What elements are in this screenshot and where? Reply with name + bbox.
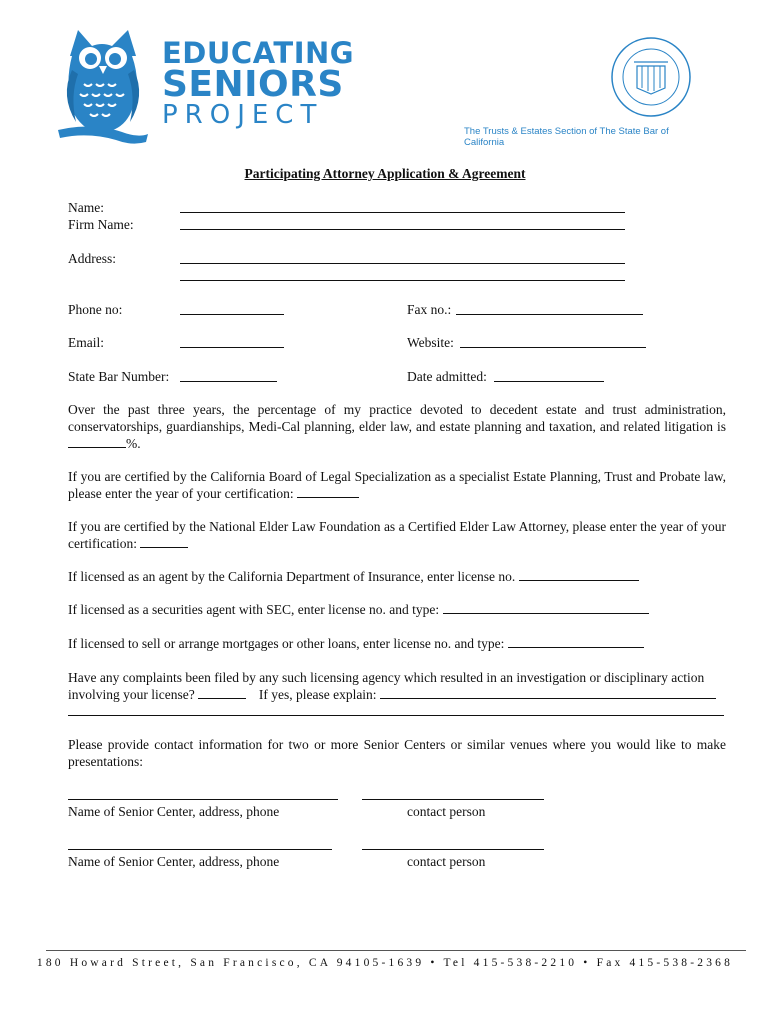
insurance-license-row — [68, 568, 639, 585]
name-label: Name: — [68, 200, 104, 215]
website-label: Website: — [407, 335, 454, 350]
address-label: Address: — [68, 251, 116, 266]
senior-center-1-field[interactable] — [68, 799, 338, 800]
complaints-line-2 — [68, 686, 716, 703]
seal-tagline: The Trusts & Estates Section of The State Bar of California — [464, 126, 669, 148]
nelf-certification-year-field[interactable] — [140, 535, 188, 548]
complaints-explain-field[interactable] — [380, 686, 716, 699]
complaints-explain-text: If yes, please explain: — [258, 687, 377, 702]
fax-field[interactable] — [456, 314, 643, 315]
logo-line-project: PROJECT — [162, 100, 324, 130]
insurance-license-field[interactable] — [519, 568, 639, 581]
complaints-line-1: Have any complaints been filed by any such licensing agency which resulted in an investigation or disciplinary action — [68, 670, 705, 685]
practice-percentage-paragraph — [68, 401, 726, 452]
cbls-certification-text: If you are certified by the California Board of Legal Specialization as a specialist Estate Planning, Trust and Probate law, please enter the year of your certification: — [68, 469, 726, 501]
logo-line-educating: EDUCATING — [162, 36, 355, 70]
sec-license-row — [68, 601, 649, 618]
website-field[interactable] — [460, 347, 646, 348]
complaints-answer-field[interactable] — [198, 686, 246, 699]
footer-divider — [46, 950, 746, 951]
state-bar-number-field[interactable] — [180, 381, 277, 382]
date-admitted-field[interactable] — [494, 381, 604, 382]
senior-center-1-label: Name of Senior Center, address, phone — [68, 804, 280, 819]
email-label: Email: — [68, 335, 104, 350]
insurance-license-text: If licensed as an agent by the California Department of Insurance, enter license no. — [68, 569, 516, 584]
state-bar-number-label: State Bar Number: — [68, 369, 170, 384]
form-title: Participating Attorney Application & Agreement — [244, 166, 526, 181]
mortgage-license-text: If licensed to sell or arrange mortgages or other loans, enter license no. and type: — [68, 636, 505, 651]
fax-label: Fax no.: — [407, 302, 452, 317]
nelf-certification-text: If you are certified by the National Elder Law Foundation as a Certified Elder Law Attorney, please enter the year of your certification: — [68, 519, 726, 551]
footer-address: 180 Howard Street, San Francisco, CA 94105-1639 • Tel 415-538-2210 • Fax 415-538-2368 — [36, 957, 734, 969]
cbls-certification-paragraph — [68, 468, 726, 502]
address-field-line-2[interactable] — [180, 280, 625, 281]
name-field[interactable] — [180, 212, 625, 213]
phone-field[interactable] — [180, 314, 284, 315]
cbls-certification-year-field[interactable] — [297, 485, 359, 498]
percent-sign: %. — [126, 436, 141, 451]
contact-person-1-label: contact person — [407, 804, 486, 819]
owl-logo-icon — [52, 26, 152, 148]
date-admitted-label: Date admitted: — [407, 369, 487, 384]
phone-label: Phone no: — [68, 302, 123, 317]
contact-person-2-label: contact person — [407, 854, 486, 869]
logo-line-seniors: SENIORS — [162, 64, 344, 105]
contact-person-1-field[interactable] — [362, 799, 544, 800]
complaints-question-text: involving your license? — [68, 687, 195, 702]
firm-name-field[interactable] — [180, 229, 625, 230]
mortgage-license-row — [68, 635, 644, 652]
nelf-certification-paragraph — [68, 518, 726, 552]
complaints-explain-continuation-field[interactable] — [68, 715, 724, 716]
sec-license-field[interactable] — [443, 601, 649, 614]
email-field[interactable] — [180, 347, 284, 348]
senior-centers-paragraph: Please provide contact information for two or more Senior Centers or similar venues where you would like to make presentations: — [68, 737, 726, 769]
senior-center-2-label: Name of Senior Center, address, phone — [68, 854, 280, 869]
state-bar-seal-icon — [610, 36, 692, 118]
sec-license-text: If licensed as a securities agent with SEC, enter license no. and type: — [68, 602, 440, 617]
practice-percentage-field[interactable] — [68, 435, 126, 448]
address-field-line-1[interactable] — [180, 263, 625, 264]
senior-center-2-field[interactable] — [68, 849, 332, 850]
mortgage-license-field[interactable] — [508, 635, 644, 648]
practice-percentage-text: Over the past three years, the percentage of my practice devoted to decedent estate and trust administration, conservatorships, guardianships, Medi-Cal planning, elder law, and estate planning and taxation, and related litigation is — [68, 402, 726, 434]
contact-person-2-field[interactable] — [362, 849, 544, 850]
firm-name-label: Firm Name: — [68, 217, 134, 232]
